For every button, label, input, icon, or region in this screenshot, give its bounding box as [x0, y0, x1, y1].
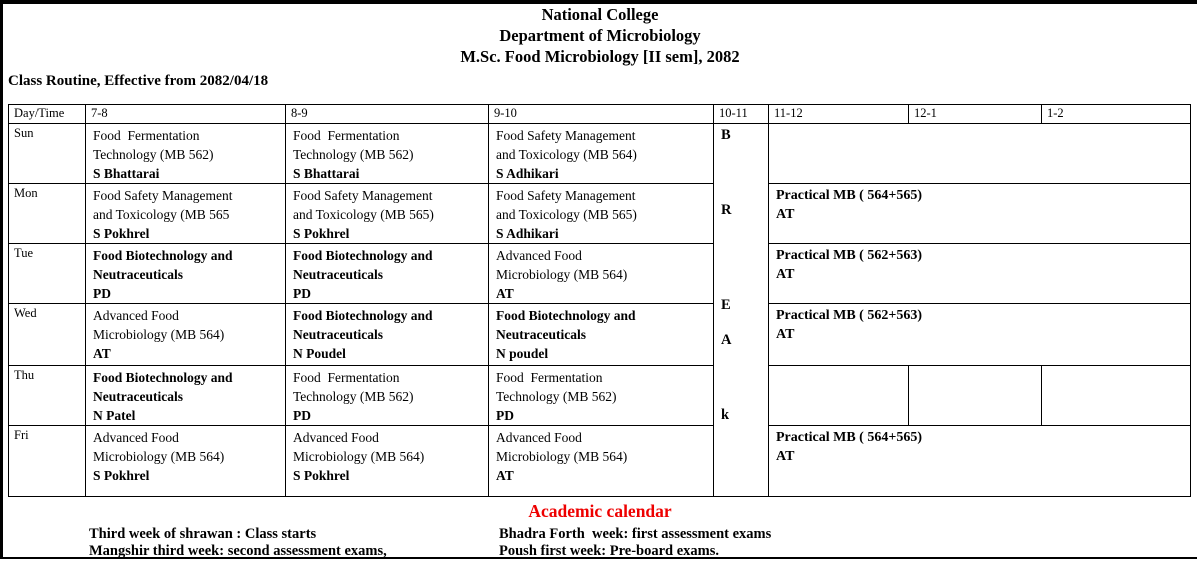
- practical-teacher-label: AT: [776, 449, 795, 464]
- practical-teacher-label: AT: [776, 207, 795, 222]
- teacher-label: AT: [93, 346, 111, 361]
- column-header: Day/Time: [9, 105, 86, 124]
- column-header: 11-12: [769, 105, 909, 124]
- empty-slot-cell: [1042, 366, 1191, 426]
- class-slot-cell: [86, 304, 286, 366]
- column-header: 12-1: [909, 105, 1042, 124]
- notes-column-left: [89, 526, 387, 560]
- class-slot-cell: [286, 426, 489, 497]
- class-slot-cell: [489, 244, 714, 304]
- course-line: Advanced Food: [293, 430, 379, 445]
- practical-teacher-label: AT: [776, 267, 795, 282]
- practical-label: Practical MB ( 562+563): [776, 248, 922, 263]
- class-slot-cell: [489, 426, 714, 497]
- timetable-row: [9, 426, 1191, 497]
- note-preboard: Poush first week: Pre-board exams.: [499, 543, 720, 559]
- document-header: [3, 4, 1197, 67]
- course-line: and Toxicology (MB 565): [293, 207, 434, 222]
- course-line: Advanced Food: [496, 248, 582, 263]
- course-line: and Toxicology (MB 564): [496, 147, 637, 162]
- timetable-row: [9, 184, 1191, 244]
- practical-session-cell: [769, 426, 1191, 497]
- course-line: Food Biotechnology and: [93, 248, 233, 263]
- practical-session-cell: [769, 244, 1191, 304]
- teacher-label: S Adhikari: [496, 166, 559, 181]
- course-line: Neutraceuticals: [496, 327, 586, 342]
- course-line: Microbiology (MB 564): [93, 449, 225, 464]
- teacher-label: PD: [93, 286, 111, 301]
- teacher-label: S Pokhrel: [293, 468, 350, 483]
- class-slot-cell: [86, 366, 286, 426]
- timetable-header-row: [9, 105, 1191, 124]
- teacher-label: PD: [293, 286, 311, 301]
- column-header: 1-2: [1042, 105, 1191, 124]
- department-title: Department of Microbiology: [499, 26, 701, 45]
- course-line: Microbiology (MB 564): [496, 267, 628, 282]
- course-line: Food Fermentation: [293, 370, 400, 385]
- course-line: Food Fermentation: [293, 128, 400, 143]
- course-line: Food Fermentation: [496, 370, 603, 385]
- teacher-label: S Adhikari: [496, 226, 559, 241]
- timetable-row: [9, 124, 1191, 184]
- day-label: Sun: [9, 124, 86, 184]
- notes-column-right: [499, 526, 771, 560]
- column-header: 8-9: [286, 105, 489, 124]
- course-line: Food Safety Management: [496, 188, 636, 203]
- teacher-label: AT: [496, 468, 514, 483]
- course-line: Food Biotechnology and: [496, 308, 636, 323]
- class-slot-cell: [489, 366, 714, 426]
- class-routine-table: [8, 104, 1191, 497]
- course-line: Neutraceuticals: [93, 389, 183, 404]
- course-line: Advanced Food: [93, 308, 179, 323]
- empty-slot-cell: [909, 366, 1042, 426]
- class-slot-cell: [489, 124, 714, 184]
- day-label: Wed: [9, 304, 86, 366]
- class-slot-cell: [286, 244, 489, 304]
- day-label: Thu: [9, 366, 86, 426]
- course-line: Neutraceuticals: [93, 267, 183, 282]
- course-line: Advanced Food: [496, 430, 582, 445]
- class-slot-cell: [489, 304, 714, 366]
- break-letter: R: [721, 202, 732, 218]
- practical-label: Practical MB ( 564+565): [776, 430, 922, 445]
- day-label: Tue: [9, 244, 86, 304]
- course-line: Microbiology (MB 564): [93, 327, 225, 342]
- academic-calendar-title: Academic calendar: [528, 501, 672, 521]
- timetable-row: [9, 304, 1191, 366]
- class-slot-cell: [286, 366, 489, 426]
- practical-teacher-label: AT: [776, 327, 795, 342]
- course-line: Food Biotechnology and: [293, 248, 433, 263]
- teacher-label: S Pokhrel: [93, 468, 150, 483]
- break-letter: k: [721, 407, 730, 423]
- day-label: Mon: [9, 184, 86, 244]
- teacher-label: N poudel: [496, 346, 549, 361]
- course-line: Technology (MB 562): [93, 147, 214, 162]
- course-line: and Toxicology (MB 565: [93, 207, 230, 222]
- empty-slot-cell: [769, 366, 909, 426]
- college-title: National College: [541, 5, 659, 24]
- teacher-label: S Bhattarai: [93, 166, 160, 181]
- teacher-label: AT: [496, 286, 514, 301]
- note-second-assessment: Mangshir third week: second assessment exams,: [89, 543, 387, 559]
- teacher-label: S Pokhrel: [293, 226, 350, 241]
- course-line: Food Fermentation: [93, 128, 200, 143]
- course-line: Microbiology (MB 564): [496, 449, 628, 464]
- teacher-label: N Poudel: [293, 346, 346, 361]
- course-line: Technology (MB 562): [293, 389, 414, 404]
- course-line: Food Biotechnology and: [93, 370, 233, 385]
- class-slot-cell: [286, 124, 489, 184]
- course-line: Food Biotechnology and: [293, 308, 433, 323]
- program-title: M.Sc. Food Microbiology [II sem], 2082: [460, 47, 740, 66]
- course-line: Food Safety Management: [496, 128, 636, 143]
- break-letter: A: [721, 332, 732, 348]
- class-slot-cell: [86, 244, 286, 304]
- class-slot-cell: [86, 124, 286, 184]
- course-line: Advanced Food: [93, 430, 179, 445]
- practical-session-cell: [769, 184, 1191, 244]
- column-header: 10-11: [714, 105, 769, 124]
- course-line: Neutraceuticals: [293, 327, 383, 342]
- day-label: Fri: [9, 426, 86, 497]
- column-header: 9-10: [489, 105, 714, 124]
- timetable-row: [9, 366, 1191, 426]
- practical-session-cell: [769, 304, 1191, 366]
- empty-merged-cell: [769, 124, 1191, 184]
- teacher-label: PD: [496, 408, 514, 423]
- class-slot-cell: [86, 426, 286, 497]
- break-column-cell: [714, 124, 769, 497]
- course-line: Technology (MB 562): [496, 389, 617, 404]
- class-slot-cell: [489, 184, 714, 244]
- note-first-assessment: Bhadra Forth week: first assessment exams: [499, 526, 772, 542]
- class-slot-cell: [86, 184, 286, 244]
- column-header: 7-8: [86, 105, 286, 124]
- course-line: Food Safety Management: [293, 188, 433, 203]
- practical-label: Practical MB ( 564+565): [776, 188, 922, 203]
- class-slot-cell: [286, 304, 489, 366]
- course-line: Microbiology (MB 564): [293, 449, 425, 464]
- break-letter: E: [721, 297, 731, 313]
- teacher-label: N Patel: [93, 408, 136, 423]
- course-line: Food Safety Management: [93, 188, 233, 203]
- class-slot-cell: [286, 184, 489, 244]
- practical-label: Practical MB ( 562+563): [776, 308, 922, 323]
- note-class-starts: Third week of shrawan : Class starts: [89, 526, 317, 542]
- timetable-row: [9, 244, 1191, 304]
- break-letter: B: [721, 127, 731, 143]
- teacher-label: S Pokhrel: [93, 226, 150, 241]
- course-line: Technology (MB 562): [293, 147, 414, 162]
- academic-calendar-notes: [3, 526, 1197, 570]
- course-line: Neutraceuticals: [293, 267, 383, 282]
- routine-effective-date: Class Routine, Effective from 2082/04/18: [8, 73, 269, 89]
- teacher-label: S Bhattarai: [293, 166, 360, 181]
- teacher-label: PD: [293, 408, 311, 423]
- course-line: and Toxicology (MB 565): [496, 207, 637, 222]
